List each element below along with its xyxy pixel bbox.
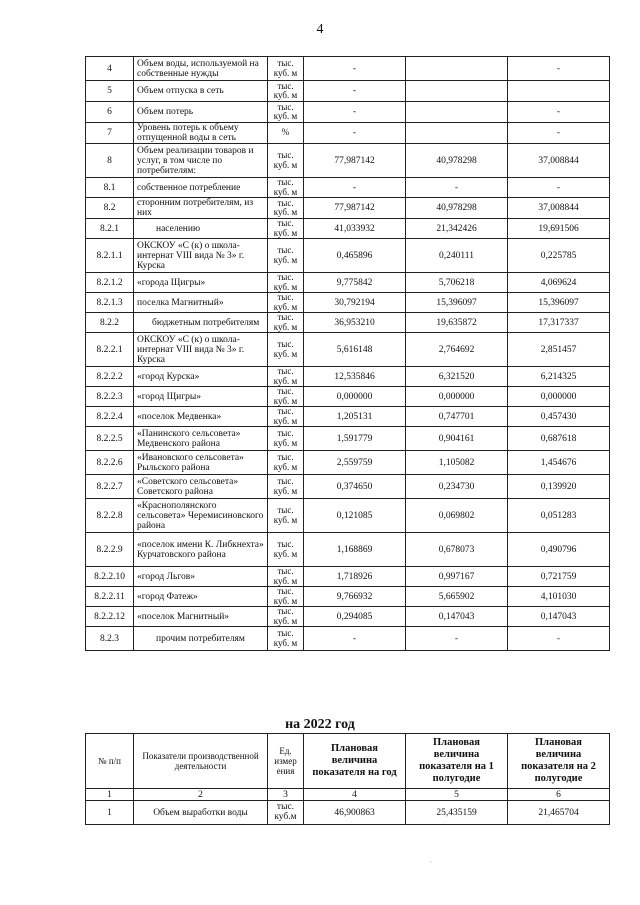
page-number: 4 [316, 22, 324, 37]
header-row [86, 734, 610, 789]
row-name: «поселок имени К. Либкнехта» Курчатовского района [134, 533, 268, 567]
table-row [86, 533, 610, 567]
row-unit: тыс. куб. м [268, 198, 304, 219]
row-num: 8.2.1.1 [86, 239, 134, 273]
row-name: «город Курска» [134, 367, 268, 387]
row-value-h1: 0,747701 [406, 407, 508, 427]
table-row [86, 239, 610, 273]
table-row [86, 407, 610, 427]
row-value-h1: 15,396097 [406, 293, 508, 313]
row-name: «поселок Медвенка» [134, 407, 268, 427]
table-row [86, 587, 610, 607]
row-value-h2: - [508, 57, 610, 81]
row-value-h2: 0,000000 [508, 387, 610, 407]
table-row [86, 293, 610, 313]
row-name: Объем воды, используемой на собственные нужды [134, 57, 268, 81]
index-cell: 2 [134, 789, 268, 801]
row-unit: тыс. куб. м [268, 475, 304, 499]
row-value-h2: 0,139920 [508, 475, 610, 499]
row-name: «город Фатеж» [134, 587, 268, 607]
row-name: «город Щигры» [134, 387, 268, 407]
row-unit: тыс. куб. м [268, 313, 304, 333]
row-num: 8 [86, 144, 134, 178]
row-value-h1: 40,978298 [406, 144, 508, 178]
row-num: 8.2.2.5 [86, 427, 134, 451]
row-num: 8.2.2.9 [86, 533, 134, 567]
row-value-h2: 0,457430 [508, 407, 610, 427]
row-unit: тыс. куб. м [268, 333, 304, 367]
row-value-year: 1,205131 [304, 407, 406, 427]
table-row [86, 451, 610, 475]
row-unit: тыс. куб. м [268, 102, 304, 123]
row-value-h2: 0,225785 [508, 239, 610, 273]
row-name: Объем потерь [134, 102, 268, 123]
header-plan-h2: Плановая величина показателя на 2 полугодие [508, 734, 610, 789]
row-value-year: 1,168869 [304, 533, 406, 567]
header-plan-year: Плановая величина показателя на год [304, 734, 406, 789]
row-value-year: 5,616148 [304, 333, 406, 367]
plan-table-2022 [85, 733, 610, 825]
row-unit: тыс. куб. м [268, 427, 304, 451]
row-value-h1: 21,342426 [406, 219, 508, 239]
row-value-year: - [304, 57, 406, 81]
row-value-year: - [304, 178, 406, 198]
row-value-h1: 19,635872 [406, 313, 508, 333]
table-row [86, 475, 610, 499]
row-unit: тыс. куб. м [268, 567, 304, 587]
row-value-h2: 0,051283 [508, 499, 610, 533]
row-unit: тыс. куб. м [268, 219, 304, 239]
header-unit: Ед. измер ения [268, 734, 304, 789]
row-unit: тыс. куб. м [268, 587, 304, 607]
row-value-h2: 4,069624 [508, 273, 610, 293]
row-value-h1 [406, 123, 508, 144]
table-row [86, 499, 610, 533]
table-row [86, 367, 610, 387]
row-value-year: 30,792194 [304, 293, 406, 313]
row-num: 8.2.2.11 [86, 587, 134, 607]
table-row [86, 198, 610, 219]
row-unit: тыс. куб. м [268, 144, 304, 178]
row-name: сторонним потребителям, из них [134, 198, 268, 219]
row-name: Объем реализации товаров и услуг, в том числе по потребителям: [134, 144, 268, 178]
row-value-year: 9,775842 [304, 273, 406, 293]
row-value-h2: - [508, 178, 610, 198]
row-value-h1: 0,997167 [406, 567, 508, 587]
row-name: «города Щигры» [134, 273, 268, 293]
index-cell: 3 [268, 789, 304, 801]
row-name: «Краснополянского сельсовета» Черемисиновского района [134, 499, 268, 533]
row-unit: тыс. куб. м [268, 451, 304, 475]
row-value-h2: 19,691506 [508, 219, 610, 239]
row-value-h1 [406, 57, 508, 81]
row-name: Объем отпуска в сеть [134, 81, 268, 102]
row-value-year: 0,374650 [304, 475, 406, 499]
row-name: «город Льгов» [134, 567, 268, 587]
row-unit: тыс. куб. м [268, 367, 304, 387]
row-value-h2: - [508, 627, 610, 651]
row-unit: тыс. куб. м [268, 293, 304, 313]
row-name: «Панинского сельсовета» Медвенского района [134, 427, 268, 451]
section-title: на 2022 год [285, 717, 355, 732]
row-value-h1: 40,978298 [406, 198, 508, 219]
row-value-h1: 5,706218 [406, 273, 508, 293]
header-plan-h1: Плановая величина показателя на 1 полугодие [406, 734, 508, 789]
row-value-h1: 25,435159 [406, 801, 508, 825]
row-unit: тыс. куб. м [268, 81, 304, 102]
table-row [86, 801, 610, 825]
row-unit: тыс. куб. м [268, 407, 304, 427]
row-unit: тыс. куб. м [268, 387, 304, 407]
row-value-h1: 0,234730 [406, 475, 508, 499]
row-value-h1: 0,000000 [406, 387, 508, 407]
row-value-h1: 5,665902 [406, 587, 508, 607]
row-num: 8.2.2.3 [86, 387, 134, 407]
row-name: ОКСКОУ «С (к) о школа-интернат VIII вида № 3» г. Курска [134, 333, 268, 367]
scan-speck: · [430, 860, 432, 866]
row-value-year: 0,121085 [304, 499, 406, 533]
row-value-h2: 0,490796 [508, 533, 610, 567]
row-value-year: 77,987142 [304, 144, 406, 178]
row-num: 8.2.2.12 [86, 607, 134, 627]
table-row [86, 427, 610, 451]
table-row [86, 102, 610, 123]
row-name: ОКСКОУ «С (к) о школа-интернат VIII вида № 3» г. Курска [134, 239, 268, 273]
row-value-h1: 0,240111 [406, 239, 508, 273]
row-value-year: 12,535846 [304, 367, 406, 387]
row-value-year: 1,718926 [304, 567, 406, 587]
row-value-h2 [508, 81, 610, 102]
row-num: 8.2.2.10 [86, 567, 134, 587]
row-name: прочим потребителям [134, 627, 268, 651]
row-value-h2: - [508, 123, 610, 144]
row-name: собственное потребление [134, 178, 268, 198]
row-unit: тыс. куб. м [268, 57, 304, 81]
row-name: населению [134, 219, 268, 239]
row-value-h1: 1,105082 [406, 451, 508, 475]
row-num: 8.2.2.1 [86, 333, 134, 367]
row-value-h1: 0,069802 [406, 499, 508, 533]
row-num: 7 [86, 123, 134, 144]
row-num: 8.2 [86, 198, 134, 219]
row-unit: тыс. куб. м [268, 607, 304, 627]
row-num: 8.2.2.2 [86, 367, 134, 387]
row-value-h2: - [508, 102, 610, 123]
row-value-h2: 6,214325 [508, 367, 610, 387]
row-name: бюджетным потребителям [134, 313, 268, 333]
row-value-h1: - [406, 627, 508, 651]
header-indicator: Показатели производственной деятельности [134, 734, 268, 789]
row-unit: тыс. куб. м [268, 627, 304, 651]
row-value-h1: 0,678073 [406, 533, 508, 567]
row-value-year: 0,000000 [304, 387, 406, 407]
row-value-h2: 1,454676 [508, 451, 610, 475]
row-num: 6 [86, 102, 134, 123]
table-row [86, 387, 610, 407]
row-num: 8.2.1 [86, 219, 134, 239]
row-unit: % [268, 123, 304, 144]
row-value-year: - [304, 102, 406, 123]
row-value-h2: 0,687618 [508, 427, 610, 451]
row-value-h1: 2,764692 [406, 333, 508, 367]
row-value-year: - [304, 123, 406, 144]
row-unit: тыс. куб. м [268, 273, 304, 293]
row-value-h1: 6,321520 [406, 367, 508, 387]
table-row [86, 333, 610, 367]
table-row [86, 627, 610, 651]
row-name: Уровень потерь к объему отпущенной воды в сеть [134, 123, 268, 144]
row-value-year: 1,591779 [304, 427, 406, 451]
row-value-year: - [304, 81, 406, 102]
row-value-h1: 0,904161 [406, 427, 508, 451]
row-value-h2: 0,147043 [508, 607, 610, 627]
row-value-h2: 37,008844 [508, 144, 610, 178]
row-name: Объем выработки воды [134, 801, 268, 825]
row-num: 1 [86, 801, 134, 825]
row-name: «поселок Магнитный» [134, 607, 268, 627]
row-value-year: 0,294085 [304, 607, 406, 627]
table-row [86, 219, 610, 239]
row-num: 8.2.1.3 [86, 293, 134, 313]
table-row [86, 567, 610, 587]
row-value-h1 [406, 81, 508, 102]
row-value-year: 36,953210 [304, 313, 406, 333]
row-value-year: - [304, 627, 406, 651]
row-num: 8.2.2.8 [86, 499, 134, 533]
table-row [86, 178, 610, 198]
table-row [86, 607, 610, 627]
row-name: «Ивановского сельсовета» Рыльского района [134, 451, 268, 475]
row-unit: тыс. куб. м [268, 178, 304, 198]
row-value-h1: - [406, 178, 508, 198]
row-value-h1 [406, 102, 508, 123]
row-value-h1: 0,147043 [406, 607, 508, 627]
row-unit: тыс. куб. м [268, 533, 304, 567]
row-num: 8.1 [86, 178, 134, 198]
row-unit: тыс. куб. м [268, 499, 304, 533]
row-num: 5 [86, 81, 134, 102]
row-num: 8.2.2 [86, 313, 134, 333]
row-value-h2: 37,008844 [508, 198, 610, 219]
row-num: 8.2.2.7 [86, 475, 134, 499]
table-row [86, 144, 610, 178]
row-num: 8.2.1.2 [86, 273, 134, 293]
index-cell: 6 [508, 789, 610, 801]
index-cell: 4 [304, 789, 406, 801]
index-cell: 5 [406, 789, 508, 801]
row-value-year: 2,559759 [304, 451, 406, 475]
row-value-h2: 15,396097 [508, 293, 610, 313]
row-value-h2: 4,101030 [508, 587, 610, 607]
index-row [86, 789, 610, 801]
row-name: «Советского сельсовета» Советского района [134, 475, 268, 499]
row-value-h2: 2,851457 [508, 333, 610, 367]
row-value-year: 41,033932 [304, 219, 406, 239]
table-row [86, 57, 610, 81]
row-value-h2: 21,465704 [508, 801, 610, 825]
index-cell: 1 [86, 789, 134, 801]
row-value-year: 77,987142 [304, 198, 406, 219]
table-row [86, 81, 610, 102]
row-unit: тыс. куб.м [268, 801, 304, 825]
row-value-year: 0,465896 [304, 239, 406, 273]
row-value-h2: 0,721759 [508, 567, 610, 587]
row-num: 8.2.2.6 [86, 451, 134, 475]
row-num: 8.2.2.4 [86, 407, 134, 427]
table-row [86, 123, 610, 144]
consumption-table [85, 56, 610, 651]
row-name: поселка Магнитный» [134, 293, 268, 313]
table-row [86, 273, 610, 293]
table-row [86, 313, 610, 333]
row-value-year: 9,766932 [304, 587, 406, 607]
row-value-h2: 17,317337 [508, 313, 610, 333]
row-value-year: 46,900863 [304, 801, 406, 825]
header-num: № п/п [86, 734, 134, 789]
row-unit: тыс. куб. м [268, 239, 304, 273]
row-num: 8.2.3 [86, 627, 134, 651]
row-num: 4 [86, 57, 134, 81]
